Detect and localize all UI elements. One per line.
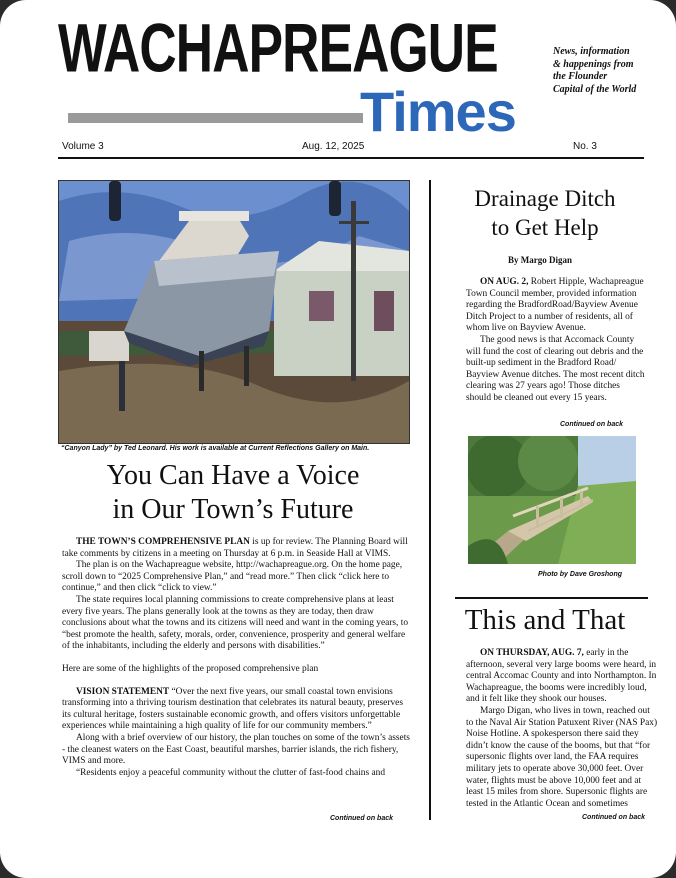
- column-divider: [429, 180, 431, 820]
- volume-label: Volume 3: [62, 141, 104, 152]
- article-paragraph: The plan is on the Wachapreague website, http://wachapreague.org. On the home page, scroll down to “2025 Comprehensive Plan,” and “read more.” Then click “click here to continue,” and then click “click to view.”: [62, 560, 403, 594]
- masthead-title: WACHAPREAGUE: [58, 9, 498, 87]
- headline-line: to Get Help: [491, 215, 599, 240]
- article-paragraph: Margo Digan, who lives in town, reached out to the Naval Air Station Patuxent River (NAS Pax) Noise Hotline. A spokesperson there said they didn’t know the cause of the booms, but that “for supersonic flights over land, the FAA requires military jets to operate above 30,000 feet. Over water, flights must be above 10,000 feet and at least 15 miles from shore. Supersonic flights are tested in the Atlantic Ocean and sometimes: [466, 705, 658, 809]
- masthead-tagline: [553, 46, 663, 96]
- drainage-article-body: [466, 277, 646, 405]
- tagline-line: & happenings from: [553, 58, 634, 70]
- article-paragraph: Along with a brief overview of our history, the plan touches on some of the town’s assets - the cleanest waters on the East Coast, beautiful marshes, barrier islands, the rich fishery, VIMS and more.: [62, 732, 410, 767]
- article-paragraph: [62, 537, 412, 560]
- feature-article-body: [62, 537, 412, 779]
- photo-caption: Photo by Dave Groshong: [538, 571, 623, 578]
- headline-line: in Our Town’s Future: [112, 494, 354, 525]
- continued-on-back: Continued on back: [330, 815, 393, 822]
- paragraph-text: is up for review. The Planning Board will take comments by citizens in a meeting on Thursday at 6 p.m. in Seaside Hall at VIMS.: [62, 537, 408, 559]
- ditch-photo: [468, 436, 636, 564]
- continued-on-back: Continued on back: [582, 814, 645, 821]
- masthead-gray-bar: [68, 113, 363, 123]
- paragraph-lede: ON THURSDAY, AUG. 7,: [480, 648, 584, 658]
- masthead-subtitle: Times: [360, 80, 516, 143]
- headline-line: You Can Have a Voice: [106, 460, 360, 491]
- feature-headline: [58, 459, 408, 527]
- masthead-rule: [58, 157, 644, 159]
- issue-date: Aug. 12, 2025: [302, 141, 365, 152]
- painting-caption: “Canyon Lady” by Ted Leonard. His work is available at Current Reflections Gallery on Main.: [61, 445, 370, 452]
- article-paragraph: The state requires local planning commissions to create comprehensive plans at least every five years. The plans generally look at the towns as they are today, then draw conclusions about what the towns and its citizens will need and want in the coming years, to “best promote the health, safety, morals, order, convenience, prosperity and general welfare of the inhabitants, including the elderly and persons with disabilities.”: [62, 594, 409, 652]
- painting-image: [58, 180, 410, 444]
- tagline-line: the Flounder: [553, 71, 608, 82]
- article-paragraph: [466, 277, 646, 335]
- article-paragraph: The good news is that Accomack County will fund the cost of clearing out debris and the built-up sediment in the Bradford Road/ Bayview Avenue ditches. The most recent ditch clearing was 27 years ago! Those ditches should be cleaned out every 15 years.: [466, 334, 645, 403]
- paragraph-text: Robert Hipple, Wachapreague Town Council member, provided information regarding the BradfordRoad/Bayview Avenue Ditch Project to a number of residents, all of whom live on Bayview Avenue.: [466, 277, 644, 334]
- paragraph-lede: ON AUG. 2,: [480, 277, 529, 287]
- this-and-that-article-body: [466, 648, 658, 810]
- this-and-that-headline: This and That: [464, 604, 626, 636]
- paragraph-lede: VISION STATEMENT: [76, 686, 170, 697]
- drainage-headline: [440, 184, 650, 242]
- section-rule: [455, 597, 648, 599]
- article-paragraph: [62, 687, 412, 733]
- article-paragraph: Here are some of the highlights of the proposed comprehensive plan: [62, 663, 319, 674]
- issue-number: No. 3: [573, 141, 597, 152]
- article-paragraph: [466, 648, 658, 706]
- paragraph-text: “Over the next five years, our small coastal town envisions transforming into a thriving tourism destination that celebrates its natural beauty, preserves its cultural heritage, fosters sustainable economic growth, and offers visitors unforgettable experiences while maintaining a high quality of life for our community members.”: [62, 686, 403, 732]
- tagline-line: News, information: [553, 46, 630, 57]
- byline: By Margo Digan: [508, 255, 572, 265]
- paragraph-text: early in the afternoon, several very large booms were heard, in central Accomac County and into Northampton. In Wachapreague, the booms were incredibly loud, and it felt like they shook our houses.: [466, 648, 657, 705]
- continued-on-back: Continued on back: [560, 421, 623, 428]
- headline-line: Drainage Ditch: [474, 186, 616, 211]
- paragraph-lede: THE TOWN’S COMPREHENSIVE PLAN: [76, 537, 250, 547]
- article-paragraph: “Residents enjoy a peaceful community without the clutter of fast-food chains and: [76, 767, 386, 778]
- tagline-line: Capital of the World: [553, 83, 637, 95]
